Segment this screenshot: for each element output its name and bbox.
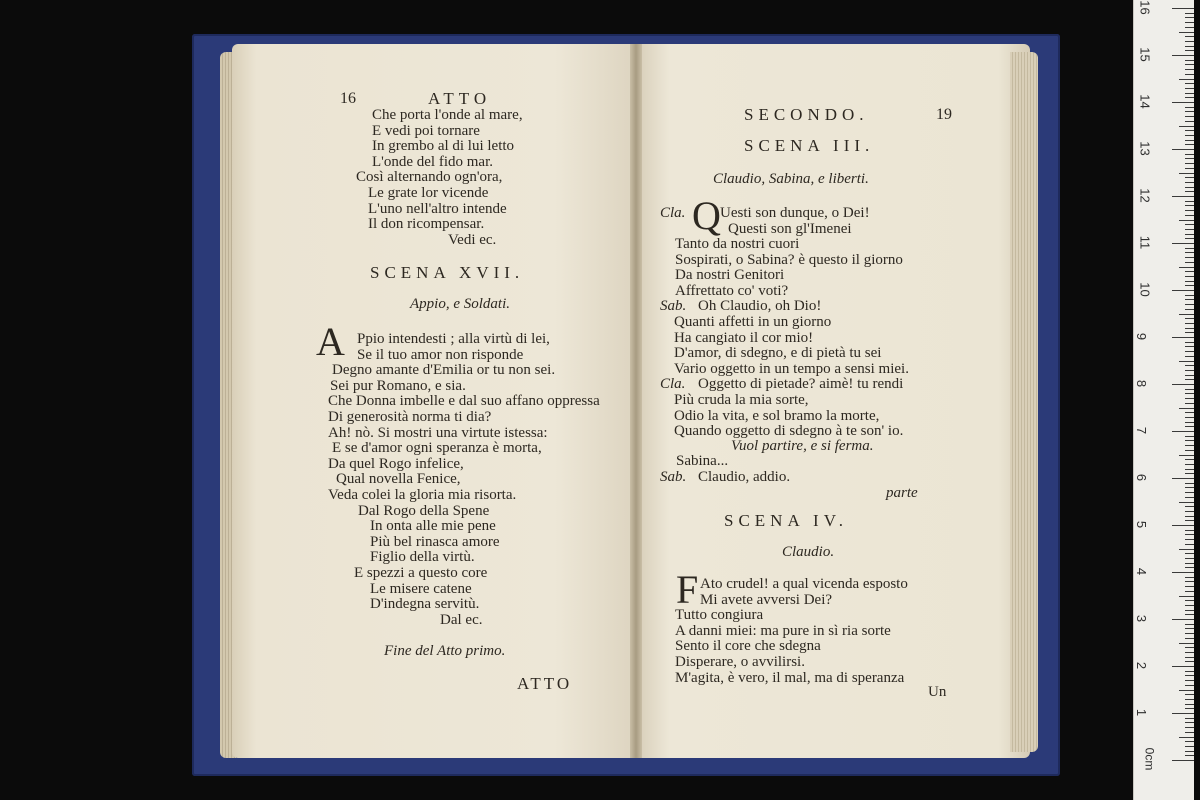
sabina-line-2: Claudio, addio. <box>698 469 791 485</box>
ruler-tick <box>1185 492 1194 493</box>
stage-direction-2: parte <box>886 485 918 501</box>
ruler-tick <box>1185 262 1194 263</box>
ruler-tick <box>1185 605 1194 606</box>
ruler-tick <box>1179 690 1194 691</box>
ruler-tick <box>1185 751 1194 752</box>
ruler-tick <box>1185 628 1194 629</box>
ruler-tick <box>1179 596 1194 597</box>
ruler-tick <box>1172 478 1194 479</box>
ruler-tick <box>1172 243 1194 244</box>
page-edges-right <box>1010 52 1038 752</box>
ruler-tick <box>1185 97 1194 98</box>
claudio-monologue-line-6: Disperare, o avvilirsi. <box>675 654 805 670</box>
ruler-tick <box>1185 224 1194 225</box>
scene-title-xvii: SCENA XVII. <box>370 263 525 282</box>
ruler-tick <box>1172 8 1194 9</box>
ruler-tick <box>1185 464 1194 465</box>
ruler-tick <box>1185 201 1194 202</box>
ruler-tick <box>1185 718 1194 719</box>
ruler-tick <box>1185 675 1194 676</box>
ruler-tick <box>1185 111 1194 112</box>
ruler-tick <box>1172 55 1194 56</box>
ruler-tick <box>1185 215 1194 216</box>
ruler-tick <box>1185 187 1194 188</box>
ruler-tick <box>1185 154 1194 155</box>
sabina-verse-line-3: D'amor, di sdegno, e di pietà tu sei <box>674 345 882 362</box>
ruler-tick <box>1185 473 1194 474</box>
speaker-claudio-2: Cla. <box>660 376 686 392</box>
ruler-tick <box>1185 88 1194 89</box>
ruler-tick <box>1185 299 1194 300</box>
ruler-tick <box>1179 549 1194 550</box>
claudio-verse-line-1: Uesti son dunque, o Dei! <box>720 205 870 221</box>
ruler-number: 6 <box>1134 473 1150 482</box>
ruler-tick <box>1185 22 1194 23</box>
claudio-monologue-line-3: Tutto congiura <box>675 607 764 624</box>
ruler-tick <box>1185 285 1194 286</box>
ruler-tick <box>1185 107 1194 108</box>
dropcap-a: A <box>316 319 345 364</box>
ruler-tick <box>1185 309 1194 310</box>
scene-characters-iii: Claudio, Sabina, e liberti. <box>713 171 869 187</box>
ruler-tick <box>1185 389 1194 390</box>
ruler-tick <box>1185 328 1194 329</box>
left-speech-line-17: Le misere catene <box>370 580 472 597</box>
running-head-right: SECONDO. <box>744 105 869 124</box>
ruler-tick <box>1185 694 1194 695</box>
ruler-tick <box>1185 332 1194 333</box>
ruler-tick <box>1185 281 1194 282</box>
book-gutter <box>630 44 642 758</box>
ruler-tick <box>1185 417 1194 418</box>
ruler-tick <box>1185 422 1194 423</box>
ruler-tick <box>1185 64 1194 65</box>
ruler-number: 10 <box>1137 282 1153 297</box>
ruler-number: 15 <box>1137 47 1153 62</box>
ruler-tick <box>1185 591 1194 592</box>
ruler-tick <box>1185 93 1194 94</box>
ruler-tick <box>1185 346 1194 347</box>
ruler-number: 12 <box>1137 188 1153 203</box>
ruler-tick <box>1185 17 1194 18</box>
ruler-tick <box>1172 196 1194 197</box>
left-speech-line-19: Dal ec. <box>440 611 483 628</box>
ruler-tick <box>1185 342 1194 343</box>
left-verse-line-5: Così alternando ogn'ora, <box>356 169 503 186</box>
ruler-tick <box>1185 506 1194 507</box>
left-speech-line-15: Figlio della virtù. <box>370 549 475 566</box>
ruler-tick <box>1185 318 1194 319</box>
ruler-tick <box>1185 271 1194 272</box>
act-end-note: Fine del Atto primo. <box>384 643 506 659</box>
left-speech-line-2: Se il tuo amor non risponde <box>357 346 524 363</box>
ruler-tick <box>1185 177 1194 178</box>
claudio-verse-line-3: Tanto da nostri cuori <box>675 236 800 253</box>
claudio2-verse-line-3: Quando oggetto di sdegno à te son' io. <box>674 423 904 440</box>
left-verse-line-9: Vedi ec. <box>448 231 497 248</box>
ruler-tick <box>1185 370 1194 371</box>
ruler-tick <box>1185 229 1194 230</box>
ruler-tick <box>1185 661 1194 662</box>
ruler-tick <box>1185 722 1194 723</box>
ruler-tick <box>1172 102 1194 103</box>
claudio2-verse-line-1: Più cruda la mia sorte, <box>674 392 809 408</box>
ruler-tick <box>1185 577 1194 578</box>
ruler-tick <box>1185 558 1194 559</box>
ruler-tick <box>1185 520 1194 521</box>
sabina-verse-line-1: Quanti affetti in un giorno <box>674 314 832 330</box>
ruler-tick <box>1185 74 1194 75</box>
sabina-verse-line-2: Ha cangiato il cor mio! <box>674 329 814 346</box>
ruler-tick <box>1185 398 1194 399</box>
claudio-monologue-line-4: A danni miei: ma pure in sì ria sorte <box>675 622 891 639</box>
ruler-tick <box>1185 182 1194 183</box>
ruler-tick <box>1185 539 1194 540</box>
ruler-number: 13 <box>1137 141 1153 156</box>
speaker-claudio-1: Cla. <box>660 205 686 221</box>
ruler-tick <box>1185 699 1194 700</box>
ruler-tick <box>1179 455 1194 456</box>
ruler-tick <box>1185 210 1194 211</box>
ruler-tick <box>1172 572 1194 573</box>
ruler-tick <box>1179 361 1194 362</box>
left-verse-line-3: In grembo al di lui letto <box>372 138 515 155</box>
ruler-tick <box>1179 502 1194 503</box>
ruler-tick <box>1185 140 1194 141</box>
left-speech-line-5: Che Donna imbelle e dal suo affano oppressa <box>328 393 600 410</box>
ruler-tick <box>1179 173 1194 174</box>
ruler-tick <box>1172 713 1194 714</box>
ruler-tick <box>1172 431 1194 432</box>
ruler-tick <box>1185 27 1194 28</box>
left-verse-line-7: L'uno nell'altro intende <box>368 200 507 217</box>
ruler-tick <box>1172 666 1194 667</box>
ruler-tick <box>1185 60 1194 61</box>
ruler-number: 2 <box>1134 661 1150 670</box>
sabina-verse-line-4: Vario oggetto in un tempo a sensi miei. <box>674 360 909 377</box>
ruler-tick <box>1185 46 1194 47</box>
ruler-tick <box>1185 614 1194 615</box>
ruler-tick <box>1185 685 1194 686</box>
ruler-tick <box>1185 445 1194 446</box>
ruler-tick <box>1179 267 1194 268</box>
claudio-verse-line-6: Affrettato co' voti? <box>675 283 789 299</box>
left-speech-line-8: E se d'amor ogni speranza è morta, <box>332 440 542 457</box>
ruler-tick <box>1185 135 1194 136</box>
ruler-tick <box>1185 375 1194 376</box>
dropcap-f: F <box>676 567 699 612</box>
ruler-unit-label: 0cm <box>1142 747 1157 771</box>
claudio2-verse-line-2: Odio la vita, e sol bramo la morte, <box>674 407 880 424</box>
running-head-left: ATTO <box>428 89 492 108</box>
left-verse-line-1: Che porta l'onde al mare, <box>372 107 523 123</box>
ruler-tick <box>1185 238 1194 239</box>
catchword-left: ATTO <box>517 674 573 693</box>
ruler-tick <box>1185 680 1194 681</box>
ruler-tick <box>1185 168 1194 169</box>
measuring-ruler <box>1133 0 1194 800</box>
scene-title-iv: SCENA IV. <box>724 511 849 530</box>
scene-characters-iv: Claudio. <box>782 544 835 560</box>
ruler-number: 14 <box>1137 94 1153 109</box>
ruler-tick <box>1172 337 1194 338</box>
ruler-tick <box>1185 351 1194 352</box>
claudio-monologue-line-5: Sento il core che sdegna <box>675 638 821 655</box>
ruler-tick <box>1185 586 1194 587</box>
ruler-tick <box>1172 384 1194 385</box>
ruler-tick <box>1185 647 1194 648</box>
ruler-tick <box>1179 79 1194 80</box>
ruler-tick <box>1185 393 1194 394</box>
ruler-tick <box>1179 126 1194 127</box>
left-speech-line-14: Più bel rinasca amore <box>370 533 500 550</box>
ruler-tick <box>1185 403 1194 404</box>
ruler-tick <box>1179 32 1194 33</box>
ruler-tick <box>1185 412 1194 413</box>
scene-characters-xvii: Appio, e Soldati. <box>410 296 510 312</box>
left-verse-line-8: Il don ricompensar. <box>368 216 485 233</box>
ruler-tick <box>1172 149 1194 150</box>
scene-title-iii: SCENA III. <box>744 136 875 155</box>
ruler-tick <box>1185 755 1194 756</box>
ruler-number: 5 <box>1134 520 1150 529</box>
ruler-tick <box>1185 436 1194 437</box>
ruler-tick <box>1185 511 1194 512</box>
ruler-tick <box>1185 638 1194 639</box>
left-speech-line-10: Qual novella Fenice, <box>336 471 461 488</box>
ruler-tick <box>1185 497 1194 498</box>
ruler-tick <box>1172 525 1194 526</box>
ruler-tick <box>1172 619 1194 620</box>
ruler-tick <box>1179 220 1194 221</box>
ruler-tick <box>1185 633 1194 634</box>
ruler-tick <box>1185 130 1194 131</box>
ruler-tick <box>1179 408 1194 409</box>
claudio-monologue-line-7: M'agita, è vero, il mal, ma di speranza <box>675 669 905 686</box>
page-number-right: 19 <box>936 106 952 123</box>
ruler-tick <box>1185 158 1194 159</box>
ruler-number: 9 <box>1134 332 1150 341</box>
ruler-tick <box>1179 737 1194 738</box>
left-speech-line-12: Dal Rogo della Spene <box>358 502 490 519</box>
claudio-monologue-line-2: Mi avete avversi Dei? <box>700 591 833 608</box>
ruler-tick <box>1185 379 1194 380</box>
left-speech-line-16: E spezzi a questo core <box>354 565 488 581</box>
left-speech-line-3: Degno amante d'Emilia or tu non sei. <box>332 362 556 379</box>
speaker-sabina-2: Sab. <box>660 469 687 485</box>
ruler-tick <box>1185 50 1194 51</box>
ruler-tick <box>1185 83 1194 84</box>
ruler-tick <box>1185 323 1194 324</box>
ruler-tick <box>1185 191 1194 192</box>
dropcap-q: Q <box>692 193 721 238</box>
left-speech-line-13: In onta alle mie pene <box>370 518 496 535</box>
ruler-tick <box>1185 746 1194 747</box>
ruler-number: 1 <box>1134 708 1150 717</box>
ruler-tick <box>1185 483 1194 484</box>
ruler-tick <box>1185 304 1194 305</box>
page-number-left: 16 <box>340 90 356 107</box>
left-speech-line-11: Veda colei la gloria mia risorta. <box>328 487 517 503</box>
ruler-tick <box>1185 741 1194 742</box>
claudio-line-2: Oggetto di pietade? aimè! tu rendi <box>698 376 904 392</box>
ruler-tick <box>1185 121 1194 122</box>
ruler-tick <box>1185 516 1194 517</box>
ruler-tick <box>1185 544 1194 545</box>
ruler-tick <box>1185 205 1194 206</box>
ruler-tick <box>1185 356 1194 357</box>
left-verse-line-6: Le grate lor vicende <box>368 185 489 201</box>
ruler-tick <box>1185 459 1194 460</box>
ruler-tick <box>1185 610 1194 611</box>
sabina-call: Sabina... <box>676 453 729 469</box>
ruler-number: 4 <box>1134 567 1150 576</box>
ruler-tick <box>1185 163 1194 164</box>
ruler-tick <box>1185 69 1194 70</box>
left-speech-line-7: Ah! nò. Si mostri una virtute istessa: <box>328 424 548 441</box>
ruler-tick <box>1185 530 1194 531</box>
ruler-tick <box>1185 567 1194 568</box>
ruler-tick <box>1172 760 1194 761</box>
speaker-sabina-1: Sab. <box>660 298 687 314</box>
ruler-tick <box>1185 624 1194 625</box>
ruler-tick <box>1185 116 1194 117</box>
ruler-number: 7 <box>1134 426 1150 435</box>
ruler-tick <box>1185 36 1194 37</box>
stage-direction-1: Vuol partire, e si ferma. <box>731 438 874 454</box>
ruler-tick <box>1185 41 1194 42</box>
ruler-tick <box>1172 290 1194 291</box>
ruler-tick <box>1185 248 1194 249</box>
sabina-line-1: Oh Claudio, oh Dio! <box>698 298 822 314</box>
ruler-tick <box>1185 257 1194 258</box>
ruler-tick <box>1185 563 1194 564</box>
left-speech-line-18: D'indegna servitù. <box>370 596 480 613</box>
ruler-number: 11 <box>1137 235 1153 250</box>
ruler-tick <box>1185 652 1194 653</box>
claudio-verse-line-4: Sospirati, o Sabina? è questo il giorno <box>675 251 903 268</box>
claudio-verse-line-2: Questi son gl'Imenei <box>728 220 852 237</box>
ruler-tick <box>1185 144 1194 145</box>
ruler-tick <box>1185 295 1194 296</box>
ruler-tick <box>1179 643 1194 644</box>
left-speech-line-4: Sei pur Romano, e sia. <box>330 377 466 394</box>
ruler-tick <box>1185 727 1194 728</box>
ruler-tick <box>1185 234 1194 235</box>
ruler-tick <box>1185 600 1194 601</box>
left-speech-line-6: Di generosità norma ti dia? <box>328 409 492 425</box>
ruler-tick <box>1185 657 1194 658</box>
ruler-tick <box>1185 581 1194 582</box>
ruler-tick <box>1185 252 1194 253</box>
ruler-tick <box>1185 708 1194 709</box>
claudio-verse-line-5: Da nostri Genitori <box>675 267 785 284</box>
ruler-number: 3 <box>1134 614 1150 623</box>
ruler-tick <box>1185 450 1194 451</box>
ruler-tick <box>1185 487 1194 488</box>
ruler-number: 16 <box>1137 0 1153 15</box>
left-speech-line-1: Ppio intendesti ; alla virtù di lei, <box>357 331 550 347</box>
ruler-tick <box>1185 440 1194 441</box>
left-verse-line-4: L'onde del fido mar. <box>372 153 494 170</box>
ruler-tick <box>1179 314 1194 315</box>
ruler-number: 8 <box>1134 379 1150 388</box>
ruler-tick <box>1185 732 1194 733</box>
ruler-tick <box>1185 534 1194 535</box>
left-verse-line-2: E vedi poi tornare <box>372 122 480 139</box>
ruler-tick <box>1185 671 1194 672</box>
ruler-tick <box>1185 426 1194 427</box>
ruler-tick <box>1185 365 1194 366</box>
ruler-tick <box>1185 469 1194 470</box>
left-speech-line-9: Da quel Rogo infelice, <box>328 455 464 472</box>
ruler-tick <box>1185 13 1194 14</box>
ruler-tick <box>1185 276 1194 277</box>
ruler-tick <box>1185 704 1194 705</box>
catchword-right: Un <box>928 684 947 700</box>
claudio-monologue-line-1: Ato crudel! a qual vicenda esposto <box>700 576 908 592</box>
ruler-tick <box>1185 553 1194 554</box>
